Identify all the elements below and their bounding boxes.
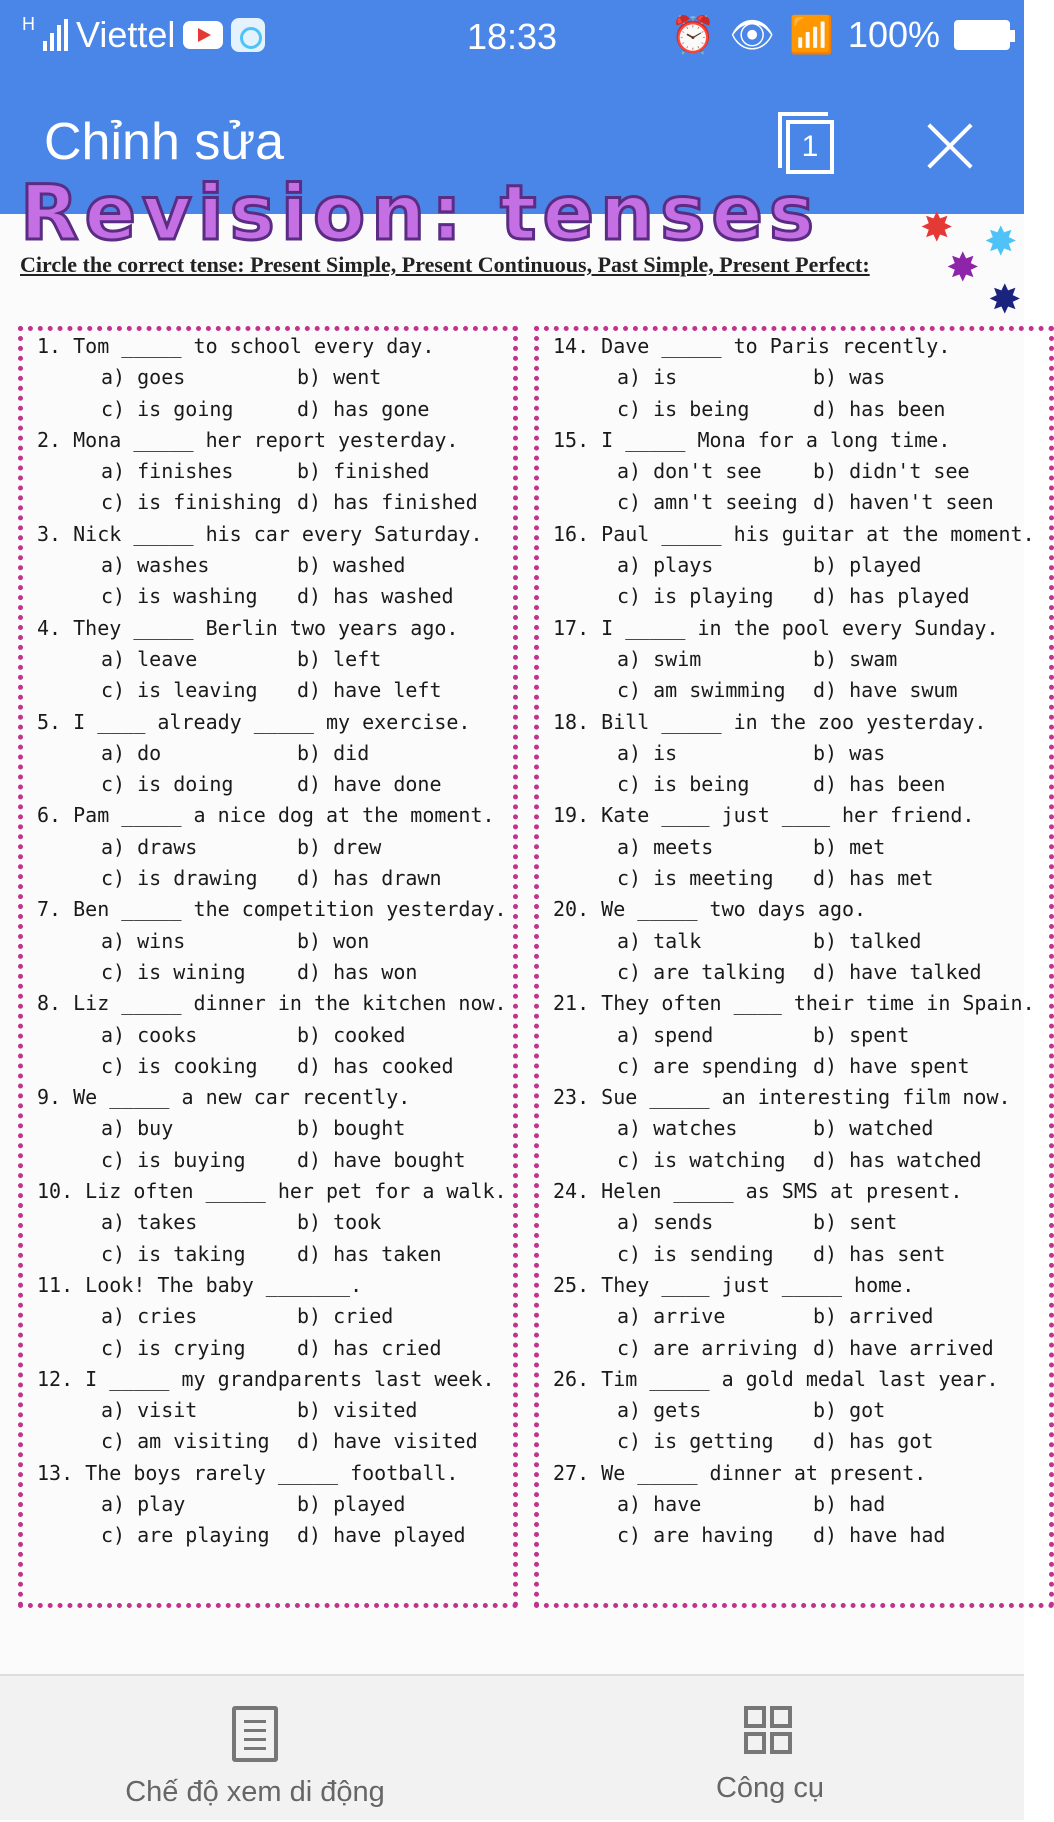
- answer-options-row: [539, 926, 1049, 957]
- answer-option[interactable]: c) are arriving: [617, 1335, 798, 1360]
- question-text: 24. Helen _____ as SMS at present.: [553, 1179, 963, 1204]
- answer-option[interactable]: d) have arrived: [813, 1335, 994, 1360]
- answer-options-row: [539, 1520, 1049, 1551]
- questions-column-left: [18, 326, 518, 1608]
- answer-options-row: [23, 1426, 513, 1457]
- answer-options-row: [23, 1051, 513, 1082]
- answer-option[interactable]: d) have spent: [813, 1053, 970, 1078]
- answer-option[interactable]: c) amn't seeing: [617, 490, 798, 515]
- status-time: 18:33: [466, 16, 558, 57]
- answer-option[interactable]: b) swam: [813, 646, 898, 671]
- question-text: 13. The boys rarely _____ football.: [37, 1460, 459, 1485]
- answer-option[interactable]: a) buy: [101, 1116, 174, 1141]
- answer-options-row: [539, 832, 1049, 863]
- answer-options-row: [539, 394, 1049, 425]
- answer-option[interactable]: b) sent: [813, 1210, 898, 1235]
- question-text: 4. They _____ Berlin two years ago.: [37, 615, 459, 640]
- answer-option[interactable]: b) got: [813, 1398, 886, 1423]
- answer-option[interactable]: d) has gone: [297, 396, 430, 421]
- answer-option[interactable]: a) talk: [617, 928, 702, 953]
- answer-option[interactable]: d) haven't seen: [813, 490, 994, 515]
- star-decoration-icon: ✸: [920, 206, 954, 250]
- answer-options-row: [23, 550, 513, 581]
- answer-option[interactable]: d) have swum: [813, 678, 958, 703]
- question-text: 26. Tim _____ a gold medal last year.: [553, 1366, 999, 1391]
- answer-option[interactable]: b) cried: [297, 1304, 394, 1329]
- answer-option[interactable]: c) is washing: [101, 584, 258, 609]
- answer-option[interactable]: a) leave: [101, 646, 198, 671]
- answer-options-row: [23, 1145, 513, 1176]
- answer-option[interactable]: d) has won: [297, 959, 418, 984]
- answer-option[interactable]: b) was: [813, 365, 886, 390]
- answer-option[interactable]: b) played: [813, 553, 922, 578]
- answer-options-row: [539, 1333, 1049, 1364]
- answer-options-row: [23, 832, 513, 863]
- star-decoration-icon: ✸: [946, 246, 980, 290]
- answer-option[interactable]: b) visited: [297, 1398, 418, 1423]
- question-text: 2. Mona _____ her report yesterday.: [37, 427, 459, 452]
- battery-icon: [954, 20, 1010, 50]
- question-text: 17. I _____ in the pool every Sunday.: [553, 615, 999, 640]
- answer-option[interactable]: b) left: [297, 646, 382, 671]
- answer-option[interactable]: d) have visited: [297, 1429, 478, 1454]
- answer-options-row: [23, 675, 513, 706]
- answer-option[interactable]: d) has been: [813, 396, 946, 421]
- star-decoration-icon: ✸: [984, 220, 1018, 264]
- answer-option[interactable]: b) cooked: [297, 1022, 406, 1047]
- answer-option[interactable]: d) has cried: [297, 1335, 442, 1360]
- answer-option[interactable]: a) draws: [101, 834, 198, 859]
- answer-options-row: [539, 1426, 1049, 1457]
- answer-option[interactable]: c) is doing: [101, 772, 234, 797]
- answer-option[interactable]: b) watched: [813, 1116, 934, 1141]
- page-title: Chỉnh sửa: [44, 113, 285, 171]
- wifi-icon: 📶: [789, 14, 834, 55]
- answer-option[interactable]: b) didn't see: [813, 459, 970, 484]
- answer-option[interactable]: a) finishes: [101, 459, 234, 484]
- question-text: 10. Liz often _____ her pet for a walk.: [37, 1179, 507, 1204]
- answer-option[interactable]: b) arrived: [813, 1304, 934, 1329]
- answer-option[interactable]: b) went: [297, 365, 382, 390]
- answer-option[interactable]: d) have done: [297, 772, 442, 797]
- battery-level: 100%: [847, 14, 940, 55]
- answer-options-row: [539, 1020, 1049, 1051]
- answer-options-row: [539, 769, 1049, 800]
- answer-option[interactable]: c) is taking: [101, 1241, 246, 1266]
- tools-button[interactable]: [620, 1676, 920, 1822]
- answer-options-row: [539, 362, 1049, 393]
- answer-option[interactable]: c) is going: [101, 396, 234, 421]
- answer-option[interactable]: d) has finished: [297, 490, 478, 515]
- answer-option[interactable]: a) watches: [617, 1116, 738, 1141]
- answer-option[interactable]: d) has got: [813, 1429, 934, 1454]
- answer-option[interactable]: a) do: [101, 740, 162, 765]
- answer-options-row: [23, 1520, 513, 1551]
- answer-options-row: [23, 863, 513, 894]
- answer-option[interactable]: a) have: [617, 1491, 702, 1516]
- document-view-icon: [232, 1706, 278, 1762]
- question-text: 18. Bill _____ in the zoo yesterday.: [553, 709, 987, 734]
- answer-option[interactable]: a) spend: [617, 1022, 714, 1047]
- answer-options-row: [23, 1489, 513, 1520]
- answer-options-row: [23, 487, 513, 518]
- answer-options-row: [539, 1207, 1049, 1238]
- question-text: 6. Pam _____ a nice dog at the moment.: [37, 803, 495, 828]
- answer-option[interactable]: d) have left: [297, 678, 442, 703]
- answer-options-row: [539, 456, 1049, 487]
- answer-option[interactable]: c) are having: [617, 1523, 774, 1548]
- answer-options-row: [539, 675, 1049, 706]
- answer-option[interactable]: a) goes: [101, 365, 186, 390]
- question-text: 23. Sue _____ an interesting film now.: [553, 1085, 1011, 1110]
- answer-options-row: [23, 738, 513, 769]
- answer-option[interactable]: a) cooks: [101, 1022, 198, 1047]
- answer-option[interactable]: b) drew: [297, 834, 382, 859]
- answer-options-row: [539, 644, 1049, 675]
- question-text: 3. Nick _____ his car every Saturday.: [37, 521, 483, 546]
- answer-options-row: [23, 644, 513, 675]
- question-text: 19. Kate ____ just ____ her friend.: [553, 803, 975, 828]
- answer-options-row: [539, 863, 1049, 894]
- answer-option[interactable]: c) is leaving: [101, 678, 258, 703]
- answer-option[interactable]: c) is being: [617, 772, 750, 797]
- answer-options-row: [23, 926, 513, 957]
- answer-options-row: [23, 769, 513, 800]
- status-right: [671, 14, 1010, 56]
- answer-option[interactable]: b) had: [813, 1491, 886, 1516]
- question-text: 21. They often ____ their time in Spain.: [553, 991, 1035, 1016]
- answer-option[interactable]: c) am visiting: [101, 1429, 270, 1454]
- answer-options-row: [539, 1395, 1049, 1426]
- answer-option[interactable]: d) have played: [297, 1523, 466, 1548]
- answer-options-row: [539, 581, 1049, 612]
- answer-option[interactable]: d) has cooked: [297, 1053, 454, 1078]
- answer-option[interactable]: b) bought: [297, 1116, 406, 1141]
- answer-options-row: [539, 1239, 1049, 1270]
- bottom-bar: [0, 1674, 1024, 1820]
- answer-option[interactable]: b) took: [297, 1210, 382, 1235]
- answer-options-row: [23, 1239, 513, 1270]
- answer-option[interactable]: d) has drawn: [297, 866, 442, 891]
- close-icon[interactable]: [924, 120, 974, 170]
- answer-option[interactable]: a) sends: [617, 1210, 714, 1235]
- page-count-button[interactable]: [778, 112, 834, 174]
- answer-options-row: [539, 550, 1049, 581]
- answer-option[interactable]: c) are spending: [617, 1053, 798, 1078]
- answer-option[interactable]: a) gets: [617, 1398, 702, 1423]
- page-count-label: 1: [786, 120, 834, 174]
- answer-option[interactable]: d) has taken: [297, 1241, 442, 1266]
- answer-options-row: [539, 487, 1049, 518]
- answer-option[interactable]: a) meets: [617, 834, 714, 859]
- question-text: 14. Dave _____ to Paris recently.: [553, 334, 951, 358]
- question-text: 11. Look! The baby _______.: [37, 1272, 363, 1297]
- eye-icon: 👁: [729, 14, 776, 55]
- answer-option[interactable]: b) was: [813, 740, 886, 765]
- answer-option[interactable]: d) has met: [813, 866, 934, 891]
- answer-option[interactable]: a) plays: [617, 553, 714, 578]
- answer-option[interactable]: d) have had: [813, 1523, 946, 1548]
- question-text: 15. I _____ Mona for a long time.: [553, 427, 951, 452]
- answer-options-row: [539, 957, 1049, 988]
- answer-options-row: [539, 738, 1049, 769]
- answer-options-row: [539, 1489, 1049, 1520]
- answer-option[interactable]: c) is being: [617, 396, 750, 421]
- answer-option[interactable]: b) spent: [813, 1022, 910, 1047]
- questions-column-right: [534, 326, 1054, 1608]
- question-text: 9. We _____ a new car recently.: [37, 1085, 411, 1110]
- answer-option[interactable]: c) is meeting: [617, 866, 774, 891]
- answer-option[interactable]: a) arrive: [617, 1304, 726, 1329]
- answer-options-row: [23, 1395, 513, 1426]
- answer-option[interactable]: a) wins: [101, 928, 186, 953]
- document-banner: [0, 168, 1024, 257]
- answer-option[interactable]: d) has sent: [813, 1241, 946, 1266]
- instruction-text: Circle the correct tense: Present Simple, Present Continuous, Past Simple, Present Perfect:: [20, 252, 870, 277]
- question-text: 27. We _____ dinner at present.: [553, 1460, 927, 1485]
- answer-option[interactable]: a) cries: [101, 1304, 198, 1329]
- answer-options-row: [23, 1113, 513, 1144]
- answer-options-row: [23, 957, 513, 988]
- answer-options-row: [23, 1333, 513, 1364]
- answer-option[interactable]: c) is wining: [101, 959, 246, 984]
- network-type: H: [22, 14, 35, 34]
- answer-option[interactable]: c) is finishing: [101, 490, 282, 515]
- answer-option[interactable]: b) talked: [813, 928, 922, 953]
- answer-option[interactable]: d) have talked: [813, 959, 982, 984]
- answer-option[interactable]: c) is drawing: [101, 866, 258, 891]
- answer-options-row: [23, 456, 513, 487]
- question-text: 25. They ____ just _____ home.: [553, 1272, 915, 1297]
- answer-option[interactable]: d) have bought: [297, 1147, 466, 1172]
- answer-option[interactable]: c) is playing: [617, 584, 774, 609]
- answer-option[interactable]: c) are playing: [101, 1523, 270, 1548]
- answer-options-row: [23, 581, 513, 612]
- answer-option[interactable]: c) is sending: [617, 1241, 774, 1266]
- tools-label: Công cụ: [715, 1772, 824, 1804]
- answer-options-row: [23, 362, 513, 393]
- carrier-name: Viettel: [76, 14, 176, 55]
- star-decoration-icon: ✸: [988, 278, 1022, 322]
- question-text: 20. We _____ two days ago.: [553, 897, 867, 922]
- answer-option[interactable]: a) washes: [101, 553, 210, 578]
- answer-options-row: [539, 1051, 1049, 1082]
- status-bar: [0, 0, 1024, 76]
- answer-option[interactable]: d) has played: [813, 584, 970, 609]
- answer-option[interactable]: a) is: [617, 740, 678, 765]
- answer-option[interactable]: a) don't see: [617, 459, 762, 484]
- answer-options-row: [539, 1145, 1049, 1176]
- answer-options-row: [539, 1113, 1049, 1144]
- answer-option[interactable]: d) has been: [813, 772, 946, 797]
- grid-icon: [744, 1706, 796, 1758]
- answer-options-row: [23, 1020, 513, 1051]
- answer-option[interactable]: c) am swimming: [617, 678, 786, 703]
- answer-option[interactable]: b) won: [297, 928, 370, 953]
- answer-option[interactable]: a) play: [101, 1491, 186, 1516]
- answer-options-row: [23, 394, 513, 425]
- banner-title: Revision: tenses: [20, 168, 821, 257]
- answer-option[interactable]: b) did: [297, 740, 370, 765]
- mobile-view-label: Chế độ xem di động: [125, 1776, 385, 1808]
- answer-option[interactable]: d) has washed: [297, 584, 454, 609]
- answer-option[interactable]: b) washed: [297, 553, 406, 578]
- answer-options-row: [23, 1207, 513, 1238]
- answer-option[interactable]: b) played: [297, 1491, 406, 1516]
- answer-options-row: [539, 1301, 1049, 1332]
- answer-option[interactable]: a) visit: [101, 1398, 198, 1423]
- answer-option[interactable]: c) is watching: [617, 1147, 786, 1172]
- answer-option[interactable]: c) are talking: [617, 959, 786, 984]
- answer-option[interactable]: c) is cooking: [101, 1053, 258, 1078]
- answer-option[interactable]: b) finished: [297, 459, 430, 484]
- answer-option[interactable]: b) met: [813, 834, 886, 859]
- alarm-icon: ⏰: [670, 14, 716, 55]
- answer-option[interactable]: c) is crying: [101, 1335, 246, 1360]
- answer-option[interactable]: a) is: [617, 365, 678, 390]
- document-view[interactable]: [0, 168, 1035, 1674]
- question-text: 8. Liz _____ dinner in the kitchen now.: [37, 991, 507, 1016]
- question-text: 1. Tom _____ to school every day.: [37, 334, 435, 358]
- mobile-view-button[interactable]: [60, 1676, 450, 1822]
- answer-option[interactable]: a) swim: [617, 646, 702, 671]
- question-text: 7. Ben _____ the competition yesterday.: [37, 897, 507, 922]
- answer-option[interactable]: c) is getting: [617, 1429, 774, 1454]
- question-text: 5. I ____ already _____ my exercise.: [37, 709, 471, 734]
- answer-options-row: [23, 1301, 513, 1332]
- answer-option[interactable]: a) takes: [101, 1210, 198, 1235]
- question-text: 12. I _____ my grandparents last week.: [37, 1366, 495, 1391]
- answer-option[interactable]: d) has watched: [813, 1147, 982, 1172]
- answer-option[interactable]: c) is buying: [101, 1147, 246, 1172]
- question-text: 16. Paul _____ his guitar at the moment.: [553, 521, 1035, 546]
